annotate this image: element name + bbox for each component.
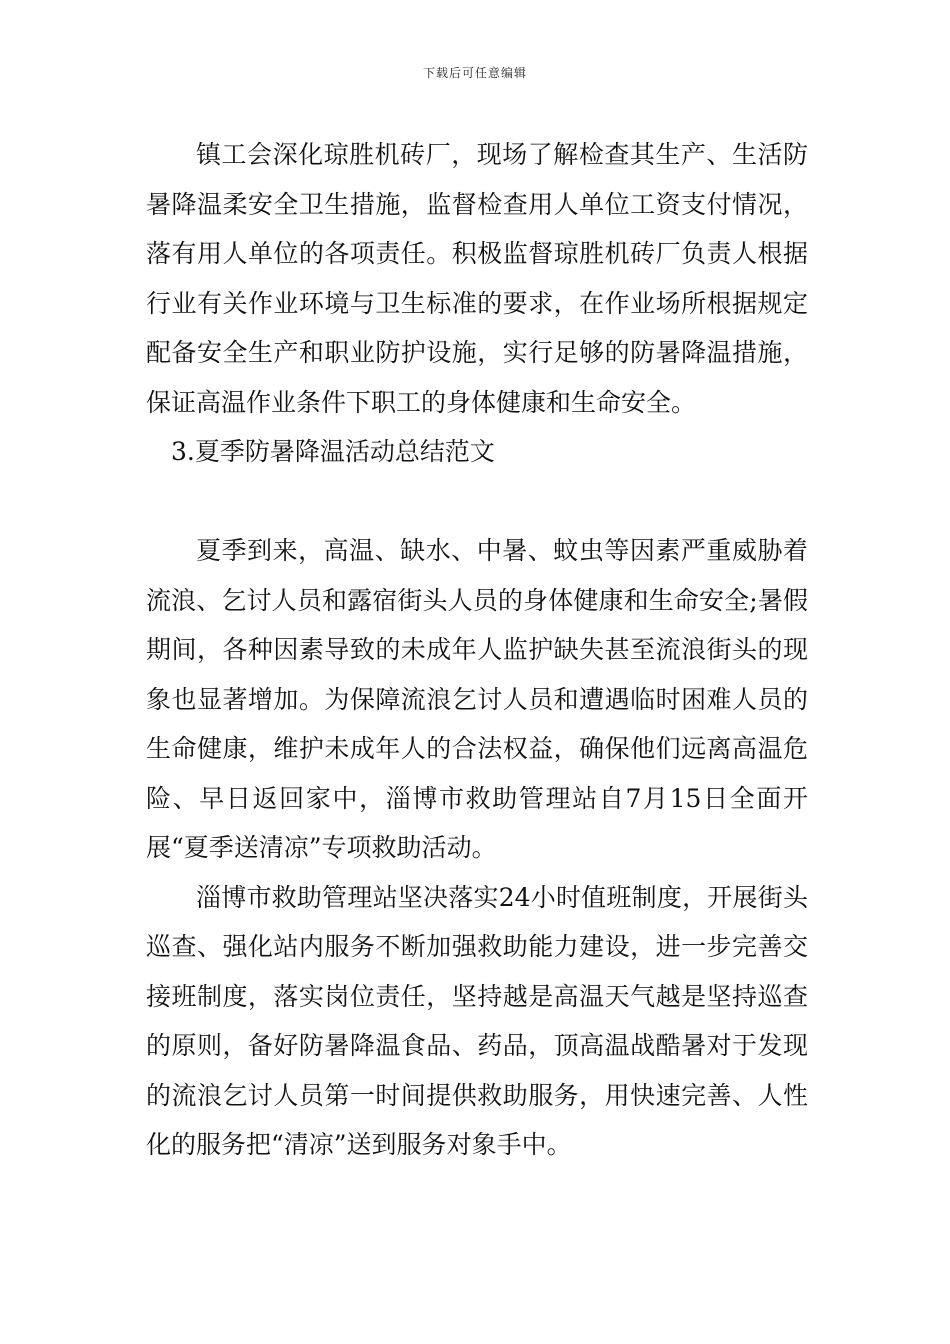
section-heading: 3.夏季防暑降温活动总结范文 (171, 437, 495, 466)
paragraph-summer-intro: 夏季到来，高温、缺水、中暑、蚊虫等因素严重威胁着流浪、乞讨人员和露宿街头人员的身体健康和生命安全;暑假期间，各种因素导致的未成年人监护缺失甚至流浪街头的现象也显著增加。为保障流浪乞讨人员和遭遇临时困难人员的生命健康，维护未成年人的合法权益，确保他们远离高温危险、早日返回家中，淄博市救助管理站自7月15日全面开展“夏季送清凉”专项救助活动。 (146, 536, 808, 862)
page-header: 下载后可任意编辑 (422, 66, 527, 80)
paragraph-union-inspection: 镇工会深化琼胜机砖厂，现场了解检查其生产、生活防暑降温柔安全卫生措施，监督检查用人单位工资支付情况，落有用人单位的各项责任。积极监督琼胜机砖厂负责人根据行业有关作业环境与卫生标准的要求，在作业场所根据规定配备安全生产和职业防护设施，实行足够的防暑降温措施，保证高温作业条件下职工的身体健康和生命安全。 (146, 140, 808, 417)
paragraph-rescue-station: 淄博市救助管理站坚决落实24小时值班制度，开展街头巡查、强化站内服务不断加强救助能力建设，进一步完善交接班制度，落实岗位责任，坚持越是高温天气越是坚持巡查的原则，备好防暑降温食品、药品，顶高温战酷暑对于发现的流浪乞讨人员第一时间提供救助服务，用快速完善、人性化的服务把“清凉”送到服务对象手中。 (146, 882, 808, 1159)
document-body (146, 130, 808, 1170)
blank-line (146, 477, 808, 527)
